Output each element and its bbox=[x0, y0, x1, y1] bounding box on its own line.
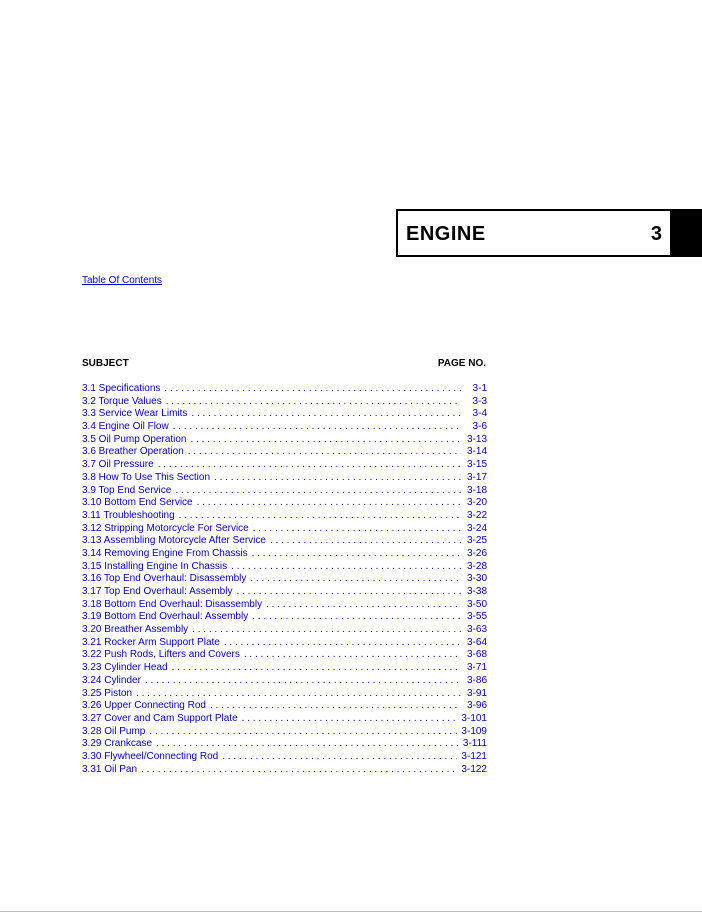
toc-entry[interactable] bbox=[82, 637, 487, 650]
toc-entry[interactable] bbox=[82, 383, 487, 396]
toc-entry-title: 3.18 Bottom End Overhaul: Disassembly bbox=[82, 598, 263, 610]
toc-entry-title: 3.7 Oil Pressure bbox=[82, 459, 154, 471]
section-title: ENGINE bbox=[406, 223, 486, 245]
toc-dot-leader bbox=[175, 485, 461, 498]
toc-entry-title: 3.10 Bottom End Service bbox=[82, 497, 193, 509]
toc-entry[interactable] bbox=[82, 764, 487, 777]
toc-dot-leader bbox=[191, 408, 461, 421]
section-thumb-tab bbox=[670, 209, 702, 257]
toc-entry[interactable] bbox=[82, 472, 487, 485]
toc-entry-page: 3-3 bbox=[472, 395, 487, 407]
toc-dot-leader bbox=[224, 637, 461, 650]
toc-dot-leader bbox=[173, 421, 461, 434]
toc-entry-page: 3-71 bbox=[466, 662, 487, 674]
subject-column-header: SUBJECT bbox=[82, 358, 129, 369]
toc-entry-page: 3-6 bbox=[472, 421, 487, 433]
toc-dot-leader bbox=[179, 510, 461, 523]
toc-entry-page: 3-22 bbox=[466, 509, 487, 521]
toc-entry-title: 3.21 Rocker Arm Support Plate bbox=[82, 636, 220, 648]
toc-entry-page: 3-68 bbox=[466, 649, 487, 661]
toc-entry-title: 3.23 Cylinder Head bbox=[82, 662, 168, 674]
toc-entry-title: 3.29 Crankcase bbox=[82, 738, 153, 750]
toc-entry-page: 3-91 bbox=[466, 687, 487, 699]
toc-entry-title: 3.28 Oil Pump bbox=[82, 725, 146, 737]
toc-dot-leader bbox=[253, 523, 461, 536]
toc-entry[interactable] bbox=[82, 662, 487, 675]
toc-entry-page: 3-24 bbox=[466, 522, 487, 534]
toc-entry-title: 3.13 Assembling Motorcycle After Service bbox=[82, 535, 266, 547]
toc-entry-page: 3-38 bbox=[466, 586, 487, 597]
toc-dot-leader bbox=[231, 561, 461, 574]
toc-entry[interactable] bbox=[82, 611, 487, 624]
toc-entry-page: 3-30 bbox=[466, 573, 487, 585]
toc-entry[interactable] bbox=[82, 738, 487, 751]
toc-dot-leader bbox=[156, 738, 459, 751]
toc-entry-page: 3-122 bbox=[461, 763, 487, 775]
toc-dot-leader bbox=[252, 548, 461, 561]
page-bottom-divider bbox=[0, 911, 702, 912]
toc-entry[interactable] bbox=[82, 688, 487, 701]
toc-entry-page: 3-86 bbox=[466, 674, 487, 686]
toc-entry-page: 3-109 bbox=[461, 725, 487, 737]
toc-entry-title: 3.30 Flywheel/Connecting Rod bbox=[82, 750, 219, 762]
toc-entry-title: 3.17 Top End Overhaul: Assembly bbox=[82, 586, 233, 597]
toc-entry-page: 3-50 bbox=[466, 598, 487, 610]
toc-dot-leader bbox=[191, 434, 462, 447]
toc-entry-title: 3.3 Service Wear Limits bbox=[82, 408, 188, 420]
toc-entry-page: 3-26 bbox=[466, 547, 487, 559]
toc-dot-leader bbox=[136, 688, 461, 701]
section-header-box bbox=[396, 209, 672, 257]
toc-entry[interactable] bbox=[82, 510, 487, 523]
toc-dot-leader bbox=[236, 586, 461, 599]
toc-entry-title: 3.24 Cylinder bbox=[82, 674, 141, 686]
toc-entry[interactable] bbox=[82, 408, 487, 421]
toc-entry[interactable] bbox=[82, 446, 487, 459]
toc-entry[interactable] bbox=[82, 599, 487, 612]
toc-dot-leader bbox=[164, 383, 461, 396]
toc-entry[interactable] bbox=[82, 624, 487, 637]
toc-dot-leader bbox=[214, 472, 461, 485]
toc-entry[interactable] bbox=[82, 573, 487, 586]
toc-entry-title: 3.27 Cover and Cam Support Plate bbox=[82, 712, 238, 724]
toc-entry-page: 3-96 bbox=[466, 700, 487, 712]
toc-entry[interactable] bbox=[82, 485, 487, 498]
toc-entry-page: 3-28 bbox=[466, 560, 487, 572]
toc-entry-page: 3-64 bbox=[466, 636, 487, 648]
page-number-column-header: PAGE NO. bbox=[437, 358, 486, 369]
toc-dot-leader bbox=[244, 649, 461, 662]
toc-dot-leader bbox=[210, 700, 461, 713]
toc-dot-leader bbox=[158, 459, 461, 472]
toc-entry-title: 3.5 Oil Pump Operation bbox=[82, 433, 187, 445]
section-number: 3 bbox=[650, 223, 662, 245]
table-of-contents-link[interactable]: Table Of Contents bbox=[82, 275, 163, 286]
toc-entry[interactable] bbox=[82, 675, 487, 688]
toc-entry-page: 3-25 bbox=[466, 535, 487, 547]
toc-entry[interactable] bbox=[82, 459, 487, 472]
toc-entry[interactable] bbox=[82, 548, 487, 561]
toc-dot-leader bbox=[252, 611, 461, 624]
toc-entry-title: 3.16 Top End Overhaul: Disassembly bbox=[82, 573, 247, 585]
toc-entry-title: 3.14 Removing Engine From Chassis bbox=[82, 547, 248, 559]
toc-entry[interactable] bbox=[82, 434, 487, 447]
toc-entry-title: 3.26 Upper Connecting Rod bbox=[82, 700, 206, 712]
toc-entry[interactable] bbox=[82, 421, 487, 434]
toc-entry[interactable] bbox=[82, 726, 487, 739]
toc-dot-leader bbox=[222, 751, 457, 764]
toc-entry[interactable] bbox=[82, 396, 487, 409]
toc-entry-page: 3-4 bbox=[472, 408, 487, 420]
toc-entry-page: 3-101 bbox=[461, 712, 487, 724]
toc-entry-page: 3-15 bbox=[466, 459, 487, 471]
toc-entry-page: 3-55 bbox=[466, 611, 487, 623]
toc-entry[interactable] bbox=[82, 535, 487, 548]
toc-entry[interactable] bbox=[82, 586, 487, 599]
toc-entry-title: 3.20 Breather Assembly bbox=[82, 624, 189, 636]
toc-dot-leader bbox=[270, 535, 461, 548]
toc-entry-page: 3-14 bbox=[466, 446, 487, 458]
toc-entry-page: 3-1 bbox=[472, 383, 487, 394]
toc-entry-page: 3-18 bbox=[466, 484, 487, 496]
toc-entry[interactable] bbox=[82, 700, 487, 713]
toc-entry[interactable] bbox=[82, 751, 487, 764]
toc-entry-title: 3.22 Push Rods, Lifters and Covers bbox=[82, 649, 240, 661]
toc-dot-leader bbox=[242, 713, 458, 726]
toc-entry[interactable] bbox=[82, 561, 487, 574]
toc-entry-title: 3.4 Engine Oil Flow bbox=[82, 421, 169, 433]
toc-list bbox=[82, 383, 487, 776]
toc-dot-leader bbox=[172, 662, 461, 675]
toc-dot-leader bbox=[266, 599, 461, 612]
toc-entry-title: 3.8 How To Use This Section bbox=[82, 471, 211, 483]
toc-entry-title: 3.11 Troubleshooting bbox=[82, 509, 175, 521]
toc-entry-page: 3-20 bbox=[466, 497, 487, 509]
toc-entry[interactable] bbox=[82, 713, 487, 726]
toc-entry-page: 3-111 bbox=[462, 738, 487, 750]
toc-entry-title: 3.15 Installing Engine In Chassis bbox=[82, 560, 228, 572]
toc-dot-leader bbox=[145, 675, 461, 688]
toc-entry-title: 3.25 Piston bbox=[82, 687, 133, 699]
toc-dot-leader bbox=[250, 573, 461, 586]
toc-entry[interactable] bbox=[82, 497, 487, 510]
toc-entry-title: 3.19 Bottom End Overhaul: Assembly bbox=[82, 611, 249, 623]
toc-entry[interactable] bbox=[82, 523, 487, 536]
toc-dot-leader bbox=[197, 497, 461, 510]
toc-dot-leader bbox=[166, 396, 461, 409]
toc-entry-page: 3-17 bbox=[466, 471, 487, 483]
toc-entry-title: 3.2 Torque Values bbox=[82, 395, 162, 407]
toc-entry-title: 3.12 Stripping Motorcycle For Service bbox=[82, 522, 249, 534]
toc-entry-title: 3.9 Top End Service bbox=[82, 484, 172, 496]
toc-entry-page: 3-63 bbox=[466, 624, 487, 636]
toc-entry-title: 3.6 Breather Operation bbox=[82, 446, 184, 458]
toc-entry-page: 3-121 bbox=[461, 750, 487, 762]
toc-dot-leader bbox=[192, 624, 461, 637]
toc-dot-leader bbox=[149, 726, 457, 739]
toc-entry-title: 3.1 Specifications bbox=[82, 383, 161, 394]
toc-entry[interactable] bbox=[82, 649, 487, 662]
toc-entry-title: 3.31 Oil Pan bbox=[82, 763, 138, 775]
toc-entry-page: 3-13 bbox=[466, 433, 487, 445]
toc-dot-leader bbox=[141, 764, 457, 777]
toc-dot-leader bbox=[188, 446, 461, 459]
